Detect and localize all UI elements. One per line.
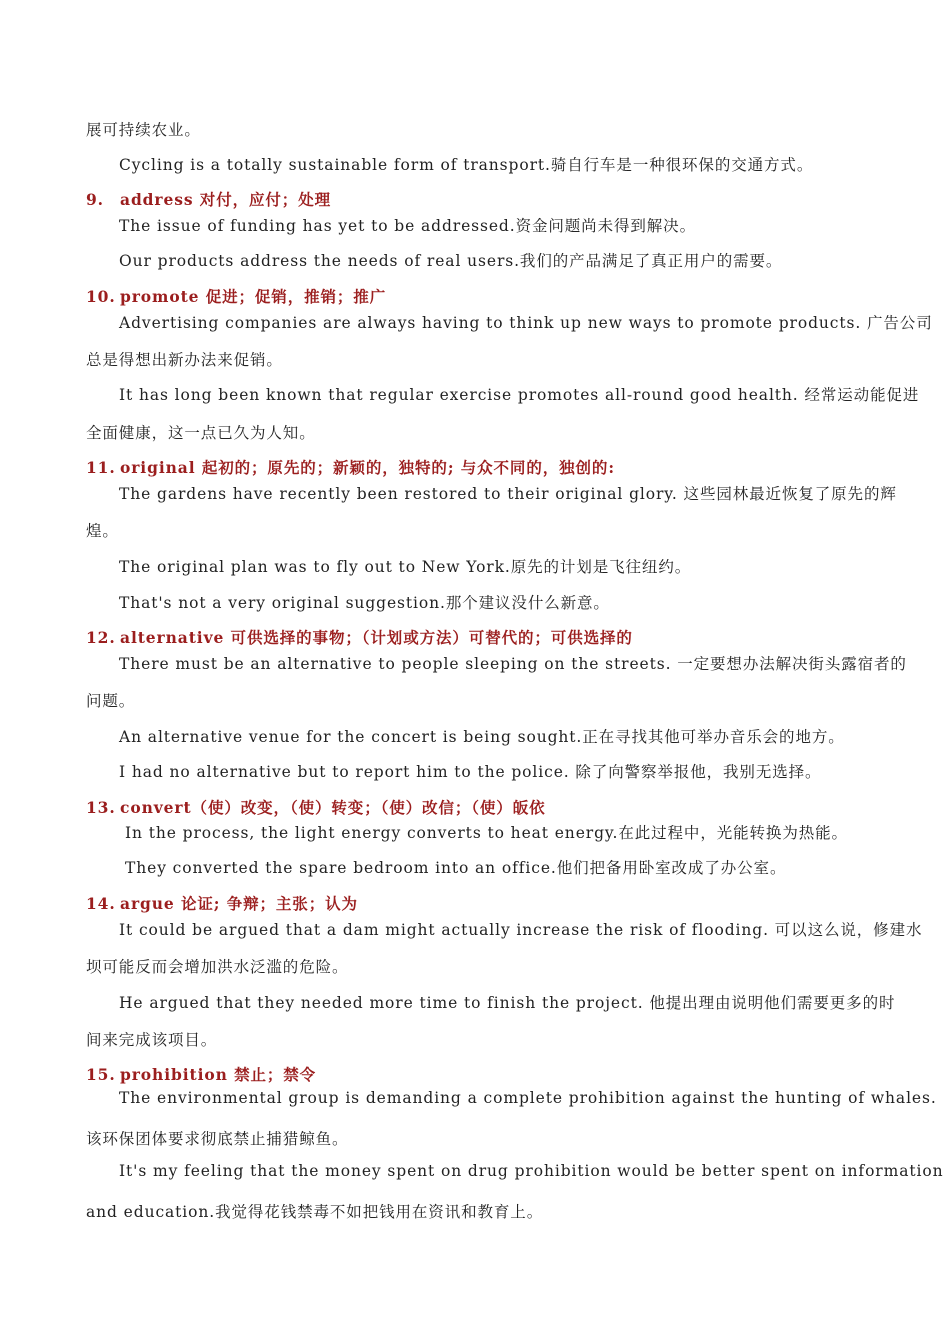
- example-sentence: Advertising companies are always having to think up new ways to promote products. 广告公司: [119, 314, 933, 332]
- example-sentence: The environmental group is demanding a complete prohibition against the hunting of whales.: [119, 1089, 937, 1107]
- entry-heading-14: [86, 892, 358, 914]
- example-sentence-continuation: 问题。: [86, 692, 136, 710]
- example-sentence: Cycling is a totally sustainable form of transport.骑自行车是一种很环保的交通方式。: [119, 156, 814, 174]
- example-sentence: The gardens have recently been restored to their original glory. 这些园林最近恢复了原先的辉: [119, 485, 897, 503]
- example-sentence: They converted the spare bedroom into an office.他们把备用卧室改成了办公室。: [125, 859, 787, 877]
- entry-term: alternative 可供选择的事物；（计划或方法）可替代的；可供选择的: [120, 628, 633, 647]
- example-sentence-continuation: 总是得想出新办法来促销。: [86, 351, 283, 369]
- entry-term: promote 促进；促销，推销；推广: [120, 287, 387, 306]
- example-sentence-continuation: and education.我觉得花钱禁毒不如把钱用在资讯和教育上。: [86, 1203, 544, 1221]
- entry-number: 9.: [86, 190, 104, 209]
- example-sentence-continuation: 间来完成该项目。: [86, 1031, 218, 1049]
- example-sentence: It has long been known that regular exercise promotes all-round good health. 经常运动能促进: [119, 386, 920, 404]
- example-sentence: Our products address the needs of real users.我们的产品满足了真正用户的需要。: [119, 252, 783, 270]
- entry-number: 15.: [86, 1065, 116, 1084]
- entry-number: 12.: [86, 628, 116, 647]
- example-sentence: The original plan was to fly out to New York.原先的计划是飞往纽约。: [119, 558, 692, 576]
- entry-number: 11.: [86, 458, 116, 477]
- entry-term: convert（使）改变，（使）转变；（使）改信；（使）皈依: [120, 798, 546, 817]
- example-sentence: It's my feeling that the money spent on drug prohibition would be better spent on information: [119, 1162, 944, 1180]
- example-sentence: In the process, the light energy converts to heat energy.在此过程中，光能转换为热能。: [125, 824, 848, 842]
- entry-heading-10: [86, 285, 386, 307]
- example-sentence-continuation: 该环保团体要求彻底禁止捕猎鲸鱼。: [86, 1130, 349, 1148]
- entry-heading-12: [86, 626, 633, 648]
- example-sentence: That's not a very original suggestion.那个建议没什么新意。: [119, 594, 610, 612]
- entry-term: original 起初的；原先的；新颖的，独特的; 与众不同的，独创的:: [120, 458, 615, 477]
- entry-number: 10.: [86, 287, 116, 306]
- example-sentence-continuation: 全面健康，这一点已久为人知。: [86, 424, 316, 442]
- example-sentence-continuation: 煌。: [86, 522, 119, 540]
- entry-term: argue 论证; 争辩；主张；认为: [120, 894, 358, 913]
- entry-heading-13: [86, 796, 546, 818]
- example-sentence: It could be argued that a dam might actually increase the risk of flooding. 可以这么说，修建水: [119, 921, 923, 939]
- entry-number: 13.: [86, 798, 116, 817]
- example-sentence-continuation: 坝可能反而会增加洪水泛滥的危险。: [86, 958, 349, 976]
- entry-heading-15: [86, 1063, 316, 1085]
- entry-term: prohibition 禁止；禁令: [120, 1065, 317, 1084]
- entry-number: 14.: [86, 894, 116, 913]
- example-sentence: There must be an alternative to people sleeping on the streets. 一定要想办法解决街头露宿者的: [119, 655, 907, 673]
- example-sentence: I had no alternative but to report him to the police. 除了向警察举报他，我别无选择。: [119, 763, 822, 781]
- example-sentence: The issue of funding has yet to be addressed.资金问题尚未得到解决。: [119, 217, 696, 235]
- entry-heading-9: [86, 188, 331, 210]
- entry-term: address 对付，应付；处理: [120, 190, 331, 209]
- entry-heading-11: [86, 456, 615, 478]
- body-text: 展可持续农业。: [86, 121, 201, 139]
- example-sentence: An alternative venue for the concert is being sought.正在寻找其他可举办音乐会的地方。: [119, 728, 845, 746]
- example-sentence: He argued that they needed more time to finish the project. 他提出理由说明他们需要更多的时: [119, 994, 896, 1012]
